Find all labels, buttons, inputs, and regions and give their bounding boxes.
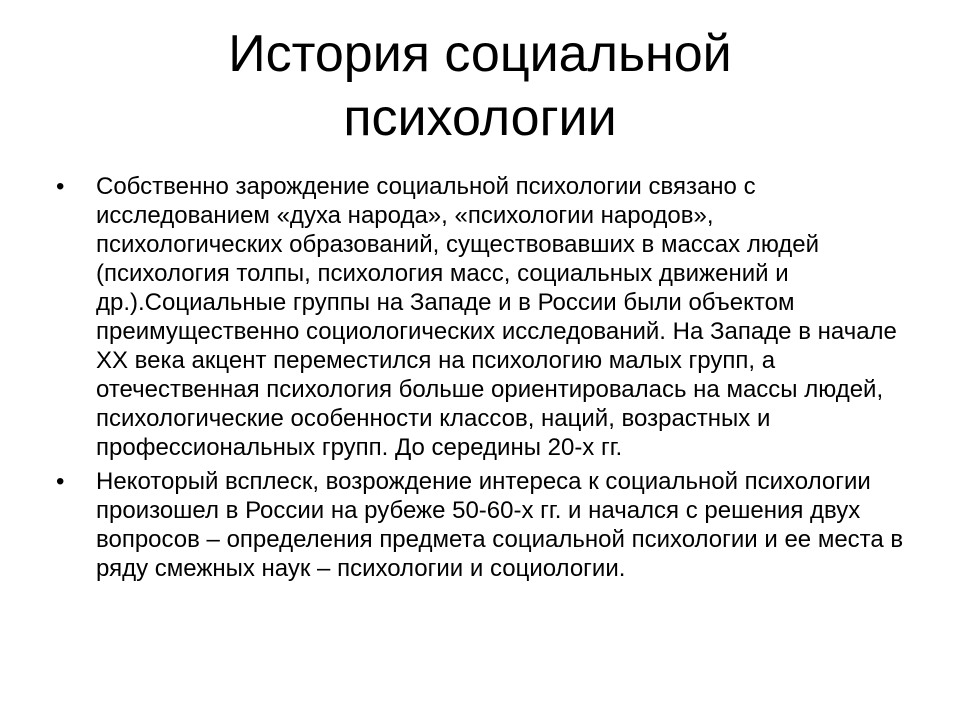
bullet-item-2 [56,467,906,583]
slide-title-line-1: История социальной [228,25,732,83]
bullet-text-1: Собственно зарождение социальной психологии связано с исследованием «духа народа», «психологии народов», психологических образований, существовавших в массах людей (психология толпы, психология масс, социальных движений и др.).Социальные группы на Западе и в России были объектом преимущественно социологических исследований. На Западе в начале XX века акцент переместился на психологию малых групп, а отечественная психология больше ориентировалась на массы людей, психологические особенности классов, наций, возрастных и профессиональных групп. До середины 20-х гг. [96,173,897,461]
slide-title [100,22,860,150]
bullet-item-1 [56,172,906,462]
slide-title-line-2: психологии [343,89,617,147]
bullet-dot-icon: • [56,468,65,495]
bullet-list [56,172,906,588]
bullet-dot-icon: • [56,173,65,200]
bullet-text-2: Некоторый всплеск, возрождение интереса к социальной психологии произошел в России на рубеже 50-60-х гг. и начался с решения двух вопросов – определения предмета социальной психологии и ее места в ряду смежных наук – психологии и социологии. [96,468,904,582]
